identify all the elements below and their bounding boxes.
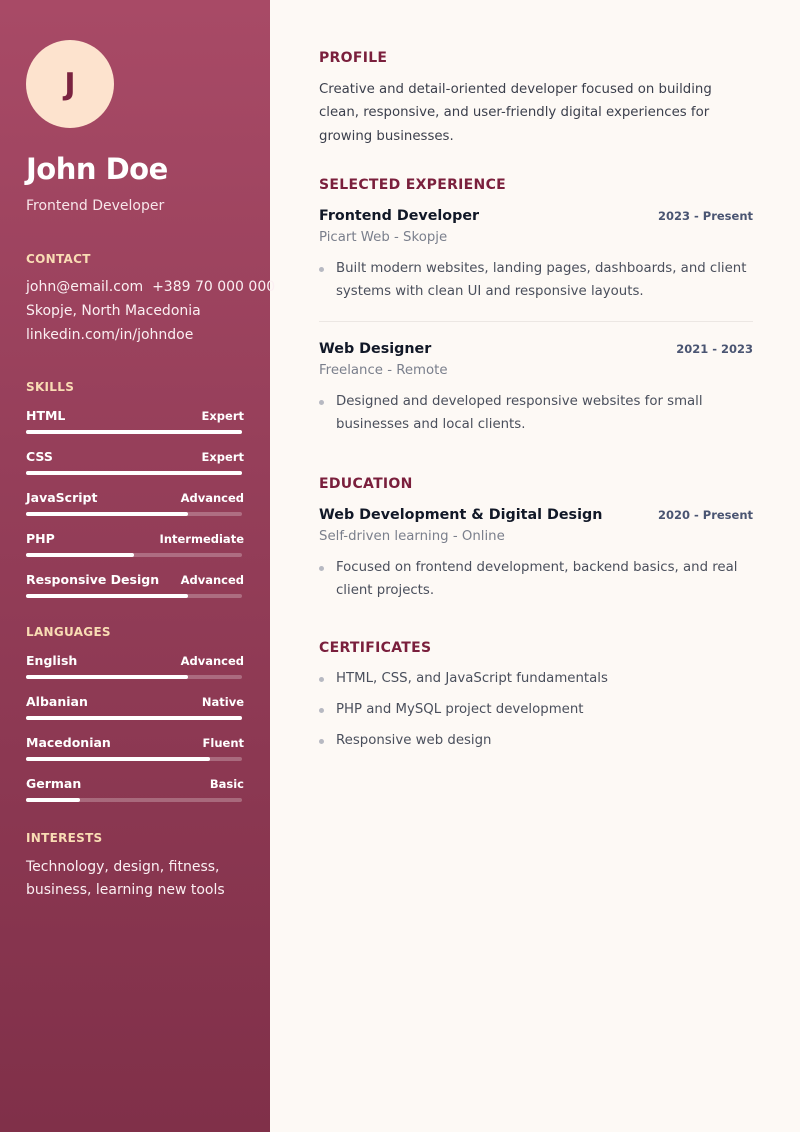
education-date: 2020 - Present bbox=[657, 507, 753, 522]
language-progress-fill bbox=[26, 798, 80, 802]
certificates-list bbox=[319, 667, 753, 752]
language-progress-fill bbox=[26, 716, 242, 720]
person-name: John Doe bbox=[26, 152, 168, 186]
education-bullet: Focused on frontend development, backend basics, and real client projects. bbox=[319, 556, 753, 602]
contact-phone[interactable]: +389 70 000 000 bbox=[152, 278, 276, 295]
skills-list bbox=[26, 408, 244, 613]
experience-heading: SELECTED EXPERIENCE bbox=[319, 176, 507, 193]
skill-progress-track bbox=[26, 471, 242, 475]
skill-progress-track bbox=[26, 553, 242, 557]
contact-location: Skopje, North Macedonia bbox=[26, 302, 201, 319]
language-name: German bbox=[26, 775, 82, 791]
skill-item bbox=[26, 490, 244, 531]
main-content bbox=[319, 50, 753, 752]
language-level: Advanced bbox=[180, 653, 244, 668]
contact-email-phone-line bbox=[26, 275, 276, 299]
certificate-item: Responsive web design bbox=[319, 729, 753, 752]
skill-name: PHP bbox=[26, 530, 55, 546]
interests-text: Technology, design, fitness, business, learning new tools bbox=[26, 858, 225, 898]
skill-item bbox=[26, 531, 244, 572]
languages-list bbox=[26, 653, 244, 817]
language-name: Albanian bbox=[26, 693, 88, 709]
language-item bbox=[26, 653, 244, 694]
experience-item bbox=[319, 341, 753, 436]
job-company: Picart Web - Skopje bbox=[319, 229, 448, 245]
language-progress-fill bbox=[26, 675, 188, 679]
language-level: Fluent bbox=[202, 735, 244, 750]
education-item bbox=[319, 507, 753, 602]
language-progress-fill bbox=[26, 757, 210, 761]
avatar-initial: J bbox=[64, 66, 76, 102]
skill-level: Expert bbox=[201, 449, 244, 464]
contact-info bbox=[26, 275, 276, 347]
language-progress-track bbox=[26, 675, 242, 679]
certificates-heading: CERTIFICATES bbox=[319, 639, 432, 656]
certificate-item: PHP and MySQL project development bbox=[319, 698, 753, 721]
skill-progress-track bbox=[26, 594, 242, 598]
education-title: Web Development & Digital Design bbox=[319, 506, 603, 523]
language-progress-track bbox=[26, 757, 242, 761]
skill-progress-track bbox=[26, 512, 242, 516]
job-title: Frontend Developer bbox=[319, 207, 480, 224]
skill-progress-fill bbox=[26, 594, 188, 598]
language-item bbox=[26, 694, 244, 735]
skill-name: JavaScript bbox=[26, 489, 98, 505]
language-item bbox=[26, 735, 244, 776]
skill-name: CSS bbox=[26, 448, 53, 464]
contact-heading: CONTACT bbox=[26, 251, 91, 266]
skill-item bbox=[26, 572, 244, 613]
language-level: Basic bbox=[209, 776, 244, 791]
skill-progress-fill bbox=[26, 553, 134, 557]
skill-progress-track bbox=[26, 430, 242, 434]
skills-heading: SKILLS bbox=[26, 379, 75, 394]
person-title: Frontend Developer bbox=[26, 197, 165, 214]
sidebar bbox=[0, 0, 276, 1132]
interests-heading: INTERESTS bbox=[26, 830, 103, 845]
education-school: Self-driven learning - Online bbox=[319, 528, 505, 544]
contact-email[interactable]: john@email.com bbox=[26, 278, 144, 295]
profile-text: Creative and detail-oriented developer focused on building clean, responsive, and user-friendly digital experiences for growing businesses. bbox=[319, 82, 712, 144]
language-progress-track bbox=[26, 716, 242, 720]
education-heading: EDUCATION bbox=[319, 475, 413, 492]
language-name: English bbox=[26, 652, 78, 668]
job-date: 2023 - Present bbox=[657, 208, 753, 223]
skill-progress-fill bbox=[26, 512, 188, 516]
skill-name: Responsive Design bbox=[26, 571, 160, 587]
job-company: Freelance - Remote bbox=[319, 362, 448, 378]
skill-item bbox=[26, 449, 244, 490]
job-date: 2021 - 2023 bbox=[676, 341, 753, 356]
experience-item bbox=[319, 208, 753, 303]
language-name: Macedonian bbox=[26, 734, 111, 750]
avatar bbox=[26, 40, 114, 128]
divider bbox=[319, 321, 753, 322]
skill-level: Intermediate bbox=[159, 531, 244, 546]
skill-progress-fill bbox=[26, 430, 242, 434]
skill-name: HTML bbox=[26, 407, 66, 423]
language-item bbox=[26, 776, 244, 817]
contact-linkedin[interactable]: linkedin.com/in/johndoe bbox=[26, 326, 194, 343]
skill-level: Advanced bbox=[180, 572, 244, 587]
job-title: Web Designer bbox=[319, 340, 432, 357]
languages-heading: LANGUAGES bbox=[26, 624, 111, 639]
job-bullet: Designed and developed responsive websites for small businesses and local clients. bbox=[319, 390, 753, 436]
skill-progress-fill bbox=[26, 471, 242, 475]
language-progress-track bbox=[26, 798, 242, 802]
skill-item bbox=[26, 408, 244, 449]
skill-level: Expert bbox=[201, 408, 244, 423]
job-bullet: Built modern websites, landing pages, dashboards, and client systems with clean UI and responsive layouts. bbox=[319, 257, 753, 303]
skill-level: Advanced bbox=[180, 490, 244, 505]
language-level: Native bbox=[201, 694, 244, 709]
profile-heading: PROFILE bbox=[319, 50, 388, 66]
certificate-item: HTML, CSS, and JavaScript fundamentals bbox=[319, 667, 753, 690]
